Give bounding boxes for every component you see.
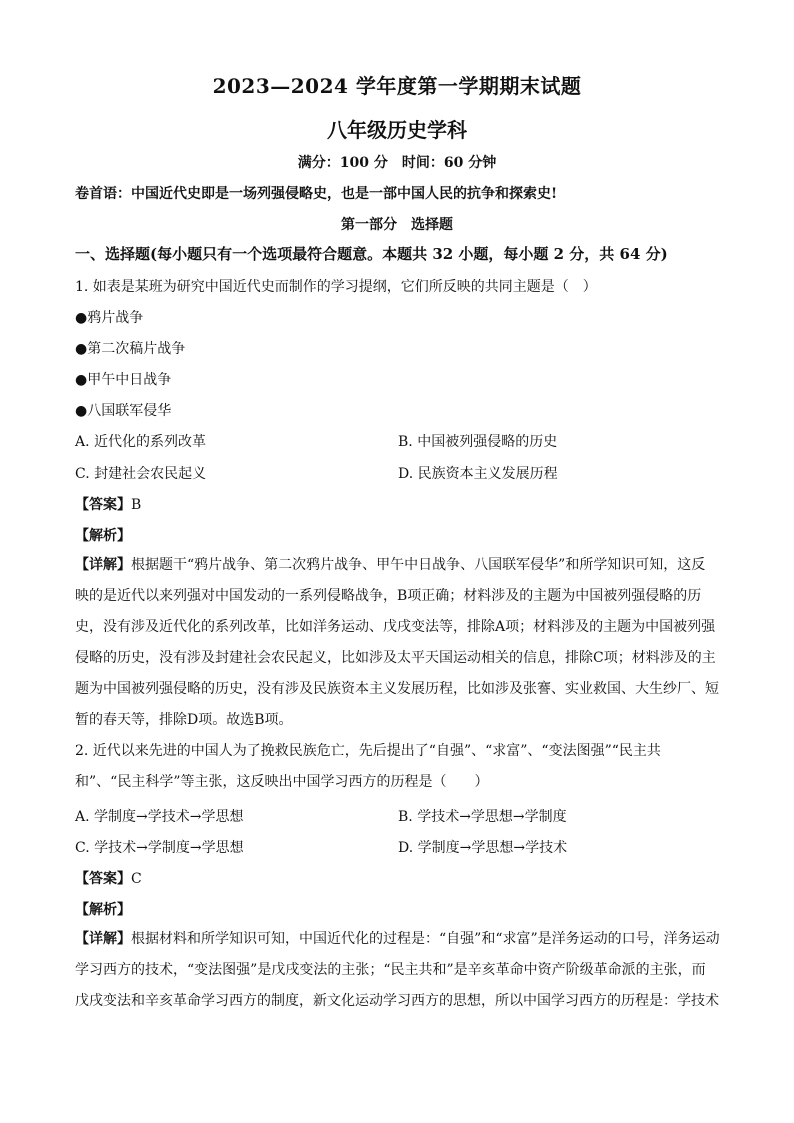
q1-detail-line-5: 题为中国被列强侵略的历史，没有涉及民族资本主义发展历程，比如涉及张謇、实业救国、大生纱厂、短 bbox=[75, 681, 719, 697]
q2-analysis-label: 【解析】 bbox=[75, 902, 131, 918]
part-heading: 第一部分 选择题 bbox=[341, 217, 453, 233]
q1-stem: 1. 如表是某班为研究中国近代史而制作的学习提纲，它们所反映的共同主题是（ ） bbox=[75, 279, 597, 295]
q2-detail bbox=[75, 924, 721, 1017]
q2-option-d: D. 学制度→学思想→学技术 bbox=[398, 840, 568, 856]
epigraph: 卷首语：中国近代史即是一场列强侵略史，也是一部中国人民的抗争和探索史! bbox=[75, 186, 558, 202]
q2-stem bbox=[75, 736, 721, 798]
q1-option-b: B. 中国被列强侵略的历史 bbox=[398, 434, 558, 450]
q2-stem-line-2: 和”、“民主科学”等主张，这反映出中国学习西方的历程是（ ） bbox=[75, 774, 489, 790]
q1-option-d: D. 民族资本主义发展历程 bbox=[398, 466, 558, 482]
q1-analysis-label: 【解析】 bbox=[75, 528, 131, 544]
answer-label: 【答案】 bbox=[75, 871, 131, 887]
exam-title: 2023—2024 学年度第一学期期末试题 bbox=[212, 74, 582, 98]
q1-detail-line-1: 【详解】根据题干“鸦片战争、第二次鸦片战争、甲午中日战争、八国联军侵华”和所学知识可知，这反 bbox=[75, 557, 706, 573]
q2-detail-line-1: 【详解】根据材料和所学知识可知，中国近代化的过程是：“自强”和“求富”是洋务运动的口号，洋务运动 bbox=[75, 931, 720, 947]
section-heading: 一、选择题(每小题只有一个选项最符合题意。本题共 32 小题，每小题 2 分，共 64 分) bbox=[75, 245, 668, 263]
q1-answer bbox=[75, 494, 141, 514]
q2-answer bbox=[75, 868, 142, 888]
q2-option-b: B. 学技术→学思想→学制度 bbox=[398, 809, 567, 825]
detail-label: 【详解】 bbox=[75, 557, 131, 573]
q2-stem-line-1: 2. 近代以来先进的中国人为了挽救民族危亡，先后提出了“自强”、“求富”、“变法图强”“民主共 bbox=[75, 743, 661, 759]
answer-value: B bbox=[131, 497, 142, 513]
answer-label: 【答案】 bbox=[75, 497, 131, 513]
q1-detail-line-3: 史，没有涉及近代化的系列改革，比如洋务运动、戊戌变法等，排除A项；材料涉及的主题为中国被列强 bbox=[75, 619, 716, 635]
q2-option-c: C. 学技术→学制度→学思想 bbox=[75, 840, 244, 856]
q2-detail-line-3: 戊戌变法和辛亥革命学习西方的制度，新文化运动学习西方的思想，所以中国学习西方的历程是：学技术 bbox=[75, 993, 719, 1009]
q1-detail bbox=[75, 550, 721, 736]
q1-bullet-2: ●第二次稿片战争 bbox=[75, 341, 186, 357]
answer-value: C bbox=[131, 871, 142, 887]
q1-option-a: A. 近代化的系列改革 bbox=[75, 434, 207, 450]
q1-bullet-3: ●甲午中日战争 bbox=[75, 372, 172, 388]
exam-subtitle: 八年级历史学科 bbox=[327, 118, 467, 142]
q1-option-c: C. 封建社会农民起义 bbox=[75, 466, 207, 482]
q1-bullet-1: ●鸦片战争 bbox=[75, 310, 144, 326]
q1-bullet-4: ●八国联军侵华 bbox=[75, 403, 172, 419]
q2-option-a: A. 学制度→学技术→学思想 bbox=[75, 809, 244, 825]
q1-detail-line-4: 侵略的历史，没有涉及封建社会农民起义，比如涉及太平天国运动相关的信息，排除C项；材料涉及的主 bbox=[75, 650, 716, 666]
q1-detail-line-2: 映的是近代以来列强对中国发动的一系列侵略战争，B项正确；材料涉及的主题为中国被列强侵略的历 bbox=[75, 588, 702, 604]
detail-label: 【详解】 bbox=[75, 931, 131, 947]
q1-detail-line-6: 暂的春天等，排除D项。故选B项。 bbox=[75, 712, 293, 728]
exam-meta: 满分：100 分 时间：60 分钟 bbox=[297, 155, 497, 171]
q2-detail-line-2: 学习西方的技术，“变法图强”是戊戌变法的主张；“民主共和”是辛亥革命中资产阶级革命派的主张，而 bbox=[75, 962, 706, 978]
